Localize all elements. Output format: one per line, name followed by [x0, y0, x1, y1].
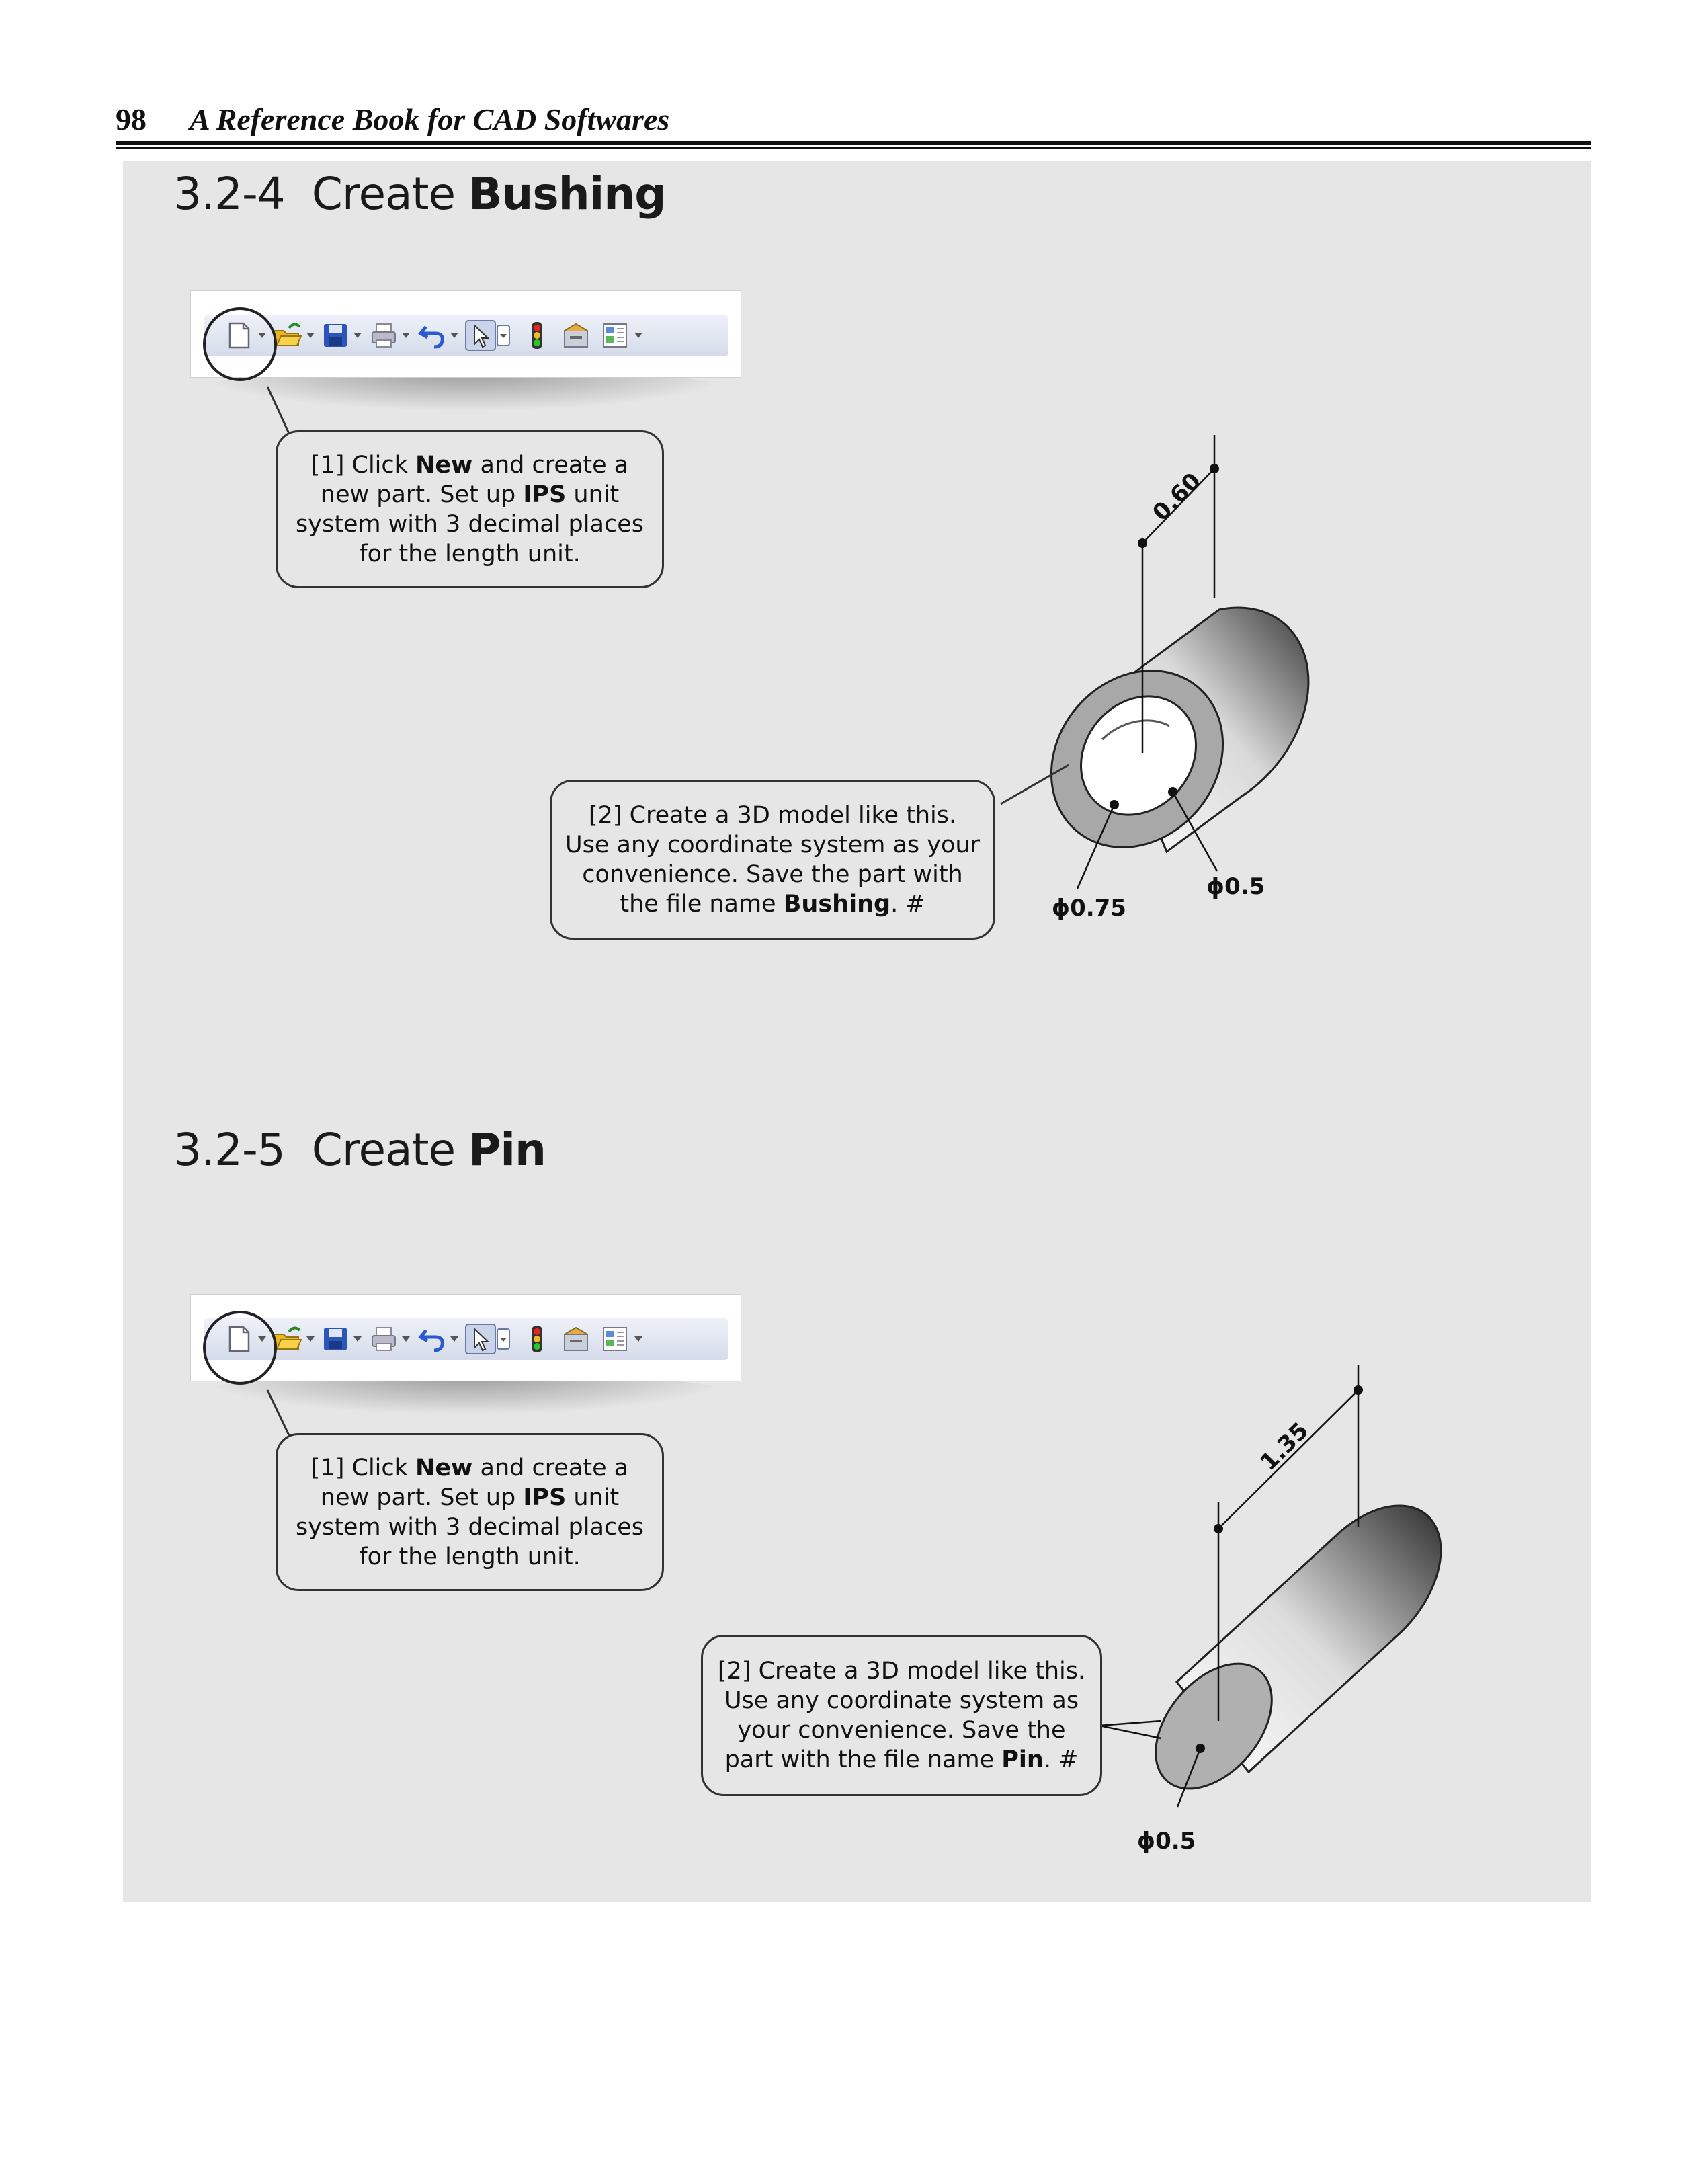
dimension-length: 0.60: [1147, 467, 1207, 527]
dimension-diameter: ϕ0.5: [1137, 1828, 1196, 1855]
section-part-name: Bushing: [468, 168, 666, 220]
section-part-name: Pin: [468, 1124, 546, 1176]
callout-step1-pin: [1] Click New and create a new part. Set up IPS unit system with 3 decimal places for the length unit.: [276, 1433, 664, 1591]
new-command-label: New: [415, 1454, 473, 1482]
dimension-length: 1.35: [1255, 1417, 1315, 1477]
section-verb: Create: [311, 1124, 456, 1176]
dimension-outer-diameter: ϕ0.75: [1052, 895, 1126, 922]
section-verb: Create: [311, 168, 456, 220]
book-title: A Reference Book for CAD Softwares: [190, 102, 670, 136]
section-number: 3.2-5: [173, 1124, 285, 1176]
callout-step2-pin: [2] Create a 3D model like this. Use any coordinate system as your convenience. Save the part with the file name Pin. #: [701, 1635, 1102, 1796]
pin-model: [1132, 1506, 1441, 1811]
ips-unit-label: IPS: [523, 481, 567, 508]
ips-unit-label: IPS: [523, 1484, 567, 1511]
section-number: 3.2-4: [173, 168, 285, 220]
dimension-inner-diameter: ϕ0.5: [1206, 873, 1265, 900]
callout-step2-bushing: [2] Create a 3D model like this. Use any coordinate system as your convenience. Save the part with the file name Bushing. #: [550, 780, 995, 940]
page-number: 98: [116, 102, 147, 136]
dimension-point: [1214, 1524, 1223, 1533]
new-command-label: New: [415, 451, 473, 479]
file-name-label: Bushing: [783, 891, 891, 918]
callout-step1-bushing: [1] Click New and create a new part. Set up IPS unit system with 3 decimal places for the length unit.: [276, 430, 664, 588]
dimension-point: [1354, 1385, 1363, 1395]
file-name-label: Pin: [1001, 1746, 1044, 1773]
dimension-point: [1196, 1744, 1205, 1753]
